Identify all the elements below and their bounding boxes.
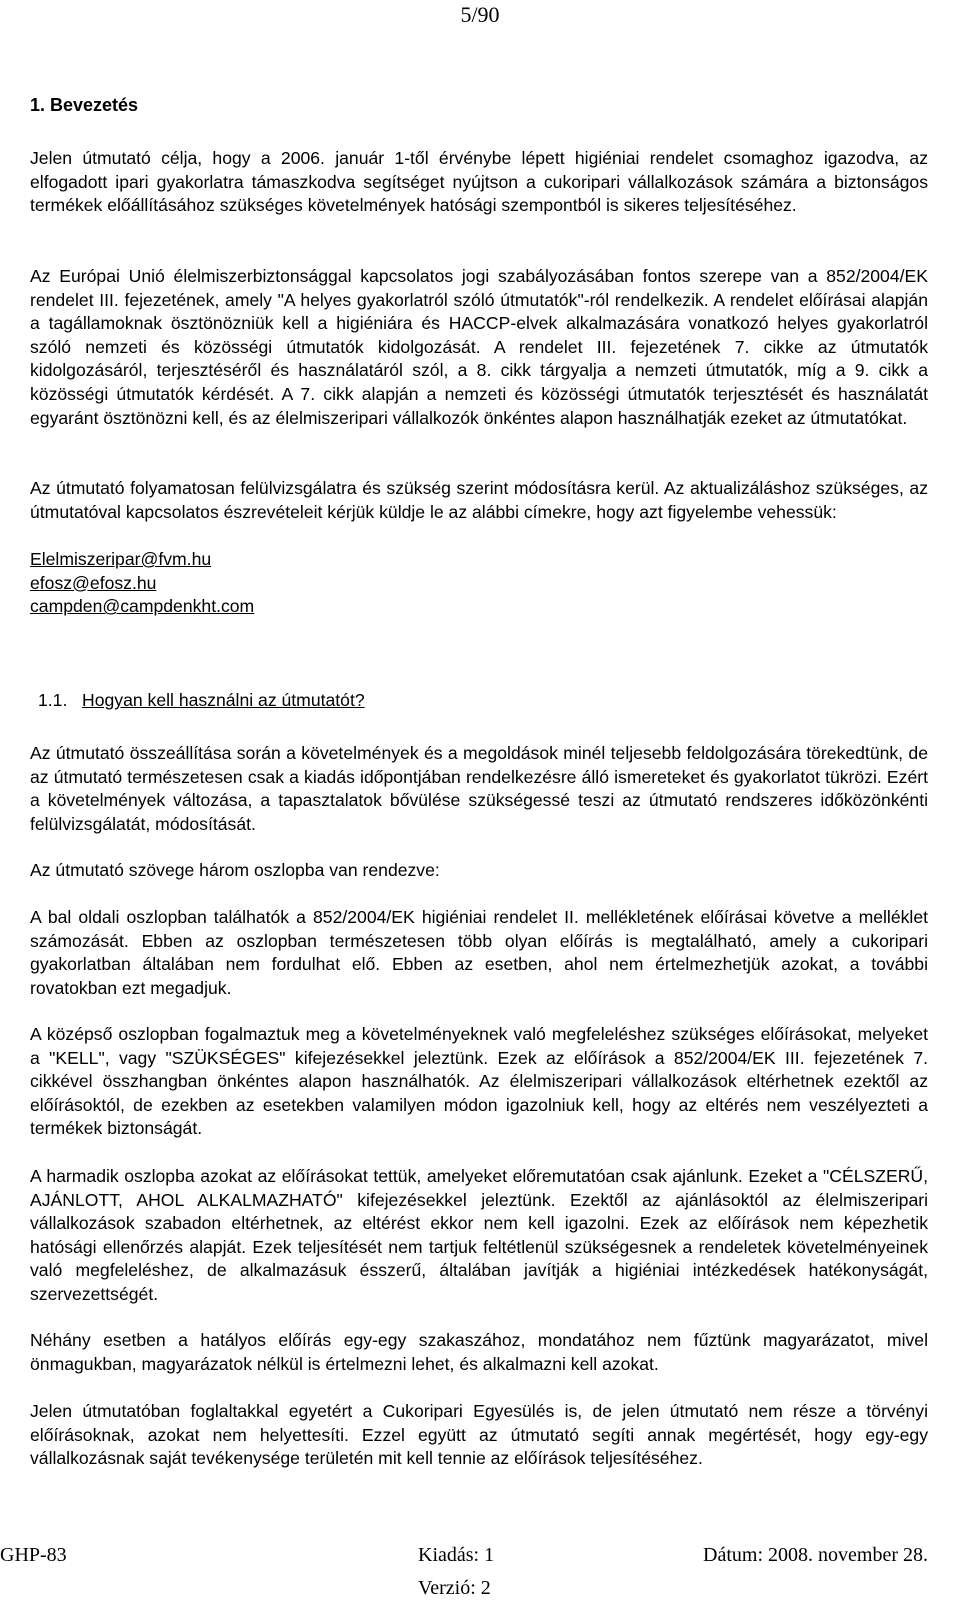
paragraph: A bal oldali oszlopban találhatók a 852/2004/EK higiéniai rendelet II. mellékletének előírásai követve a melléklet számozását. Ebben az oszlopban természetesen több olyan előírás is megtalálható, amely a cukoripari gyakorlatban általában nem fordulhat elő. Ebben az esetben, ahol nem értelmezhetjük azokat, a további rovatokban ezt megadjuk. bbox=[30, 907, 928, 998]
section-heading: 1. Bevezetés bbox=[30, 95, 139, 115]
subsection-number: 1.1. bbox=[38, 690, 68, 710]
paragraph: Jelen útmutatóban foglaltakkal egyetért a Cukoripari Egyesülés is, de jelen útmutató nem része a törvényi előírásoknak, azokat nem helyettesíti. Ezzel együtt az útmutató segíti annak megértését, hogy egy-egy vállalkozásnak saját tevékenysége területén mit kell tennie az előírások teljesítéséhez. bbox=[30, 1401, 928, 1469]
usage-paragraph-overview bbox=[30, 742, 928, 836]
paragraph: Az Európai Unió élelmiszerbiztonsággal kapcsolatos jogi szabályozásában fontos szerepe van a 852/2004/EK rendelet III. fejezetének, amely "A helyes gyakorlatról szóló útmutatók"-ról rendelkezik. A rendelet előírásai alapján a tagállamoknak ösztönözniük kell a higiéniára és HACCP-elvek alkalmazására vonatkozó helyes gyakorlatról szóló nemzeti és közösségi útmutatók kidolgozását. A rendelet III. fejezetének 7. cikke az útmutatók kidolgozásáról, terjesztéséről és használatáról szól, a 8. cikk tárgyalja a nemzeti útmutatók, míg a 9. cikk a közösségi útmutatók kérdését. A 7. cikk alapján a nemzeti és közösségi útmutatók terjesztését és használatát egyaránt ösztönözni kell, és az élelmiszeripari vállalkozók önkéntes alapon használhatják ezeket az útmutatókat. bbox=[30, 266, 928, 428]
intro-paragraph-feedback bbox=[30, 477, 928, 524]
email-link-campden[interactable]: campden@campdenkht.com bbox=[30, 596, 255, 617]
paragraph: Az útmutató folyamatosan felülvizsgálatra és szükség szerint módosításra kerül. Az aktualizáláshoz szükséges, az útmutatóval kapcsolatos észrevételeit kérjük küldje le az alábbi címekre, hogy azt figyelembe vehessük: bbox=[30, 478, 928, 522]
footer-date: Dátum: 2008. november 28. bbox=[703, 1544, 928, 1566]
usage-paragraph-left-column bbox=[30, 906, 928, 1000]
paragraph: Néhány esetben a hatályos előírás egy-egy szakaszához, mondatához nem fűztünk magyarázatot, mivel önmagukban, magyarázatok nélkül is értelmezni lehet, és alkalmazni kell azokat. bbox=[30, 1330, 928, 1374]
usage-paragraph-middle-column bbox=[30, 1023, 928, 1141]
footer-doc-code: GHP-83 bbox=[0, 1544, 67, 1566]
paragraph: Jelen útmutató célja, hogy a 2006. január 1-től érvénybe lépett higiéniai rendelet csomaghoz igazodva, az elfogadott ipari gyakorlatra támaszkodva segítséget nyújtson a cukoripari vállalkozások számára a biztonságos termékek előállításához szükséges követelmények hatósági szempontból is sikeres teljesítéséhez. bbox=[30, 148, 928, 216]
page-number: 5/90 bbox=[460, 2, 500, 27]
intro-paragraph-eu-regulation bbox=[30, 265, 928, 430]
paragraph: A középső oszlopban fogalmaztuk meg a követelményeknek való megfeleléshez szükséges előírásokat, melyeket a "KELL", vagy "SZÜKSÉGES" kifejezésekkel jeleztünk. Ezek az előírások a 852/2004/EK III. fejezetének 7. cikkével összhangban önkéntes alapon használhatók. Az élelmiszeripari vállalkozások eltérhetnek ezektől az előírásoktól, de ezekben az esetekben valamilyen módon igazolniuk kell, hogy az eltérés nem veszélyezteti a termékek biztonságát. bbox=[30, 1024, 928, 1139]
paragraph: Az útmutató szövege három oszlopba van rendezve: bbox=[30, 860, 440, 880]
usage-paragraph-explanations bbox=[30, 1329, 928, 1376]
subsection-heading bbox=[38, 690, 365, 711]
usage-paragraph-legal-status bbox=[30, 1400, 928, 1471]
usage-paragraph-columns bbox=[30, 859, 928, 883]
footer-edition: Kiadás: 1 bbox=[418, 1544, 495, 1566]
subsection-title: Hogyan kell használni az útmutatót? bbox=[82, 690, 365, 710]
email-link-efosz[interactable]: efosz@efosz.hu bbox=[30, 572, 157, 593]
usage-paragraph-third-column bbox=[30, 1165, 928, 1307]
intro-paragraph-purpose bbox=[30, 147, 928, 218]
email-link-fvm[interactable]: Elelmiszeripar@fvm.hu bbox=[30, 549, 212, 569]
contact-email-list bbox=[30, 548, 254, 619]
paragraph: Az útmutató összeállítása során a követelmények és a megoldások minél teljesebb feldolgozására törekedtünk, de az útmutató természetesen csak a kiadás időpontjában rendelkezésre álló ismereteket és gyakorlatot tükrözi. Ezért a követelmények változása, a tapasztalatok bővülése szükségessé teszi az útmutató rendszeres időközönkénti felülvizsgálatát, módosítását. bbox=[30, 743, 928, 834]
paragraph: A harmadik oszlopba azokat az előírásokat tettük, amelyeket előremutatóan csak ajánlunk. Ezeket a "CÉLSZERŰ, AJÁNLOTT, AHOL ALKALMAZHATÓ" kifejezésekkel jeleztünk. Ezektől az ajánlásoktól az élelmiszeripari vállalkozások szabadon eltérhetnek, az eltérést ekkor nem kell igazolni. Ezek az előírások nem képezhetik hatósági ellenőrzés alapját. Ezek teljesítését nem tartjuk feltétlenül szükségesnek a rendeletek követelményeinek való megfeleléshez, de alkalmazásuk ésszerű, általában javítják a higiéniai intézkedések hatékonyságát, szervezettségét. bbox=[30, 1166, 928, 1304]
footer-version: Verzió: 2 bbox=[418, 1577, 491, 1599]
